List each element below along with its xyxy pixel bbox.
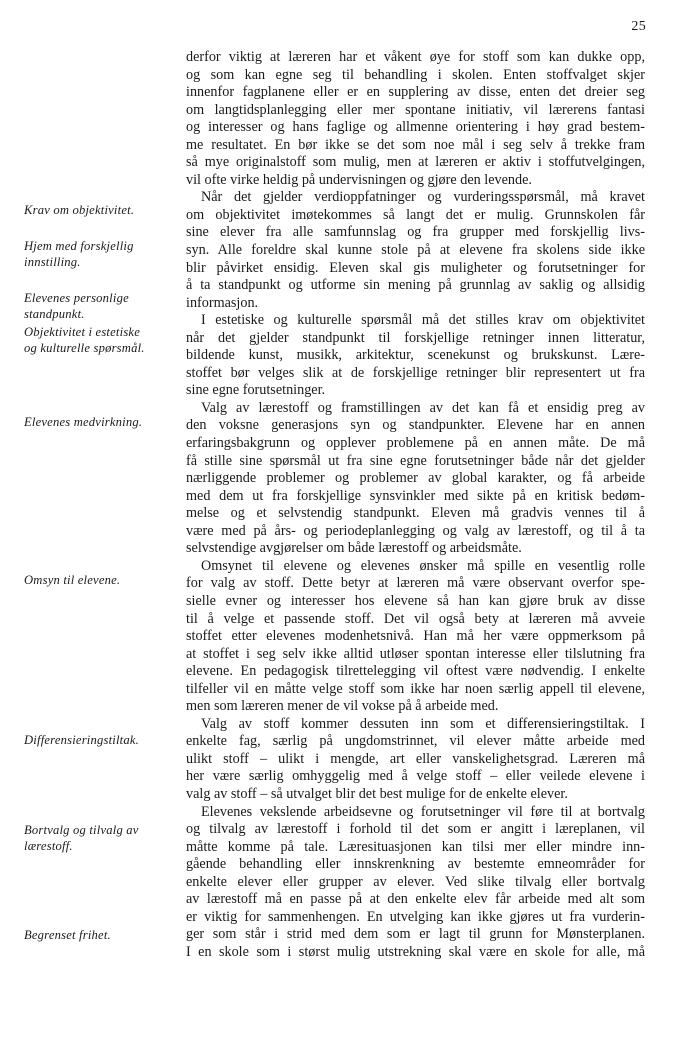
body-line: innenfor fagplanene eller er en supplering av disse, enten det dreier seg — [186, 84, 645, 101]
body-line: og som kan egne seg til behandling i skolen. Enten stoffvalget skjer — [186, 66, 645, 83]
body-line: om langtidsplanlegging eller mer spontane initiativ, vil lærerens fantasi — [186, 101, 645, 118]
body-line: så mye originalstoff som mulig, men at læreren er aktiv i stoffutvelgingen, — [186, 154, 645, 171]
body-line: og tilvalg av lærestoff i forhold til det som er angitt i læreplanen, vil — [186, 821, 645, 838]
margin-note-hjem-med-forskjellig-innstilling — [24, 238, 164, 270]
body-line: tilfeller vil en måtte velge stoff som ikke har noen særlig appell til elevene, — [186, 680, 645, 697]
margin-note-line: Differensieringstiltak. — [24, 733, 140, 747]
body-line: enkelte fag, særlig på ungdomstrinnet, vil elever måtte arbeide med — [186, 733, 645, 750]
body-line: gående behandling eller innskrenkning av bestemte emneområder for — [186, 856, 645, 873]
margin-note-line: Hjem med forskjellig — [24, 239, 134, 253]
body-line: melse og et selvstendig standpunkt. Eleven må gradvis vennes til å — [186, 505, 645, 522]
body-line: om objektivitet imøtekommes så langt det er mulig. Grunnskolen får — [186, 206, 645, 223]
margin-note-objektivitet-estetiske — [24, 324, 164, 356]
body-line: av lærestoff må en passe på at den enkelte elev får arbeide med alt som — [186, 891, 645, 908]
body-text — [186, 49, 645, 961]
body-line: være med på års- og periodeplanlegging og valg av lærestoff, og til å ta — [186, 522, 645, 539]
margin-note-line: Bortvalg og tilvalg av — [24, 823, 139, 837]
body-line: derfor viktig at læreren har et våkent øye for stoff som kan dukke opp, — [186, 49, 645, 65]
margin-note-differensieringstiltak — [24, 732, 164, 748]
body-line: at stoffet i seg selv ikke alltid utløser spontan interesse eller tilslutning fra — [186, 645, 645, 662]
body-line: ulikt stoff – ulikt i mengde, art eller vanskelighetsgrad. Læreren må — [186, 750, 645, 767]
margin-note-bortvalg-og-tilvalg — [24, 822, 164, 854]
body-line: men som læreren mener de vil vokse på å arbeide med. — [186, 698, 499, 715]
body-line: blir påvirket ensidig. Eleven skal gis muligheter og forutsetninger for — [186, 259, 645, 276]
body-line: få stille sine spørsmål ut fra sine egne forutsetninger både når det gjelder — [186, 452, 645, 469]
body-line: bildende kunst, musikk, arkitektur, scenekunst og brukskunst. Lære- — [186, 347, 645, 364]
body-line: er viktig for sammenhengen. En utvelging kan ikke gjøres ut fra vurderin- — [186, 908, 645, 925]
margin-note-elevenes-personlige-standpunkt — [24, 290, 164, 322]
body-line: stoffet bør velges slik at de forskjellige retninger blir representert ut fra — [186, 364, 645, 381]
body-line: enkelte elever eller grupper av elever. Ved slike tilvalg eller bortvalg — [186, 873, 645, 890]
margin-note-line: Elevenes medvirkning. — [24, 415, 143, 429]
body-line: å ta standpunkt og utforme sin mening på grunnlag av saklig og allsidig — [186, 277, 645, 294]
margin-note-begrenset-frihet — [24, 927, 164, 943]
body-line: ger som står i strid med dem som er lagt til grunn for Mønsterplanen. — [186, 926, 645, 943]
body-line: med dem ut fra forskjellige synsvinkler med sikte på en kritisk bedøm- — [186, 487, 645, 504]
body-line: elevene. En pedagogisk tilrettelegging vil oftest være nødvendig. I enkelte — [186, 663, 645, 680]
body-line: Elevenes vekslende arbeidsevne og forutsetninger vil føre til at bortvalg — [201, 803, 645, 820]
body-line: sielle evner og interesser hos elevene så han kan gjøre bruk av disse — [186, 592, 645, 609]
body-line: Omsynet til elevene og elevenes ønsker må spille en vesentlig rolle — [201, 557, 645, 574]
margin-note-line: lærestoff. — [24, 839, 73, 853]
body-line: erfaringsbakgrunn og opplever problemene på en annen måte. De må — [186, 435, 645, 452]
body-line: nærliggende problemer og problemer av global karakter, og få arbeide — [186, 470, 645, 487]
margin-note-line: og kulturelle spørsmål. — [24, 341, 145, 355]
body-line: vil ofte virke heldig på undervisningen og gjøre den levende. — [186, 171, 532, 188]
margin-note-line: innstilling. — [24, 255, 81, 269]
body-line: til å velge et passende stoff. Det vil også bety at læreren må avveie — [186, 610, 645, 627]
body-line: sine egne forutsetninger. — [186, 382, 326, 399]
body-line: valg av stoff – så utvalget blir det best mulige for de enkelte elever. — [186, 785, 568, 802]
margin-note-omsyn-til-elevene — [24, 572, 164, 588]
margin-note-line: Elevenes personlige — [24, 291, 129, 305]
margin-note-line: Omsyn til elevene. — [24, 573, 121, 587]
margin-note-elevenes-medvirkning — [24, 414, 164, 430]
body-line: me resultatet. En bør ikke se det som noe mål i seg selv å trekke fram — [186, 136, 645, 153]
body-line: I estetiske og kulturelle spørsmål må det stilles krav om objektivitet — [201, 312, 645, 329]
margin-note-line: Krav om objektivitet. — [24, 203, 135, 217]
body-line: informasjon. — [186, 294, 259, 311]
body-line: I en skole som i størst mulig utstrekning skal være en skole for alle, må — [186, 943, 645, 960]
body-line: den voksne generasjons syn og standpunkter. Elevene har en annen — [186, 417, 645, 434]
margin-note-line: standpunkt. — [24, 307, 85, 321]
body-line: måtte komme på tale. Læresituasjonen kan tilsi mer eller mindre inn- — [186, 838, 645, 855]
body-line: selvstendige avgjørelser om både lærestoff og arbeidsmåte. — [186, 540, 522, 557]
body-line: sine elever fra alle samfunnslag og fra grupper med forskjellig livs- — [186, 224, 645, 241]
body-line: syn. Alle foreldre skal kunne stole på at elevene fra skolens side ikke — [186, 242, 645, 259]
body-line: Valg av lærestoff og framstillingen av det kan få et ensidig preg av — [201, 399, 645, 416]
page-number: 25 — [631, 19, 646, 34]
body-line: stoffet etter elevenes modenhetsnivå. Han må her være oppmerksom på — [186, 628, 645, 645]
margin-note-krav-om-objektivitet — [24, 202, 164, 218]
margin-note-line: Begrenset frihet. — [24, 928, 111, 942]
body-line: Når det gjelder verdioppfatninger og vurderingsspørsmål, må kravet — [201, 189, 645, 206]
body-line: når det gjelder standpunkt til forskjellige retninger innen litteratur, — [186, 329, 645, 346]
body-line: for valg av stoff. Dette betyr at læreren må være observant overfor spe- — [186, 575, 645, 592]
margin-note-line: Objektivitet i estetiske — [24, 325, 140, 339]
body-line: og interesser og hans faglige og allmenne orientering i høy grad bestem- — [186, 119, 645, 136]
body-line: her være særlig omhyggelig med å velge stoff – eller veilede elevene i — [186, 768, 645, 785]
body-line: Valg av stoff kommer dessuten inn som et differensieringstiltak. I — [201, 715, 645, 732]
